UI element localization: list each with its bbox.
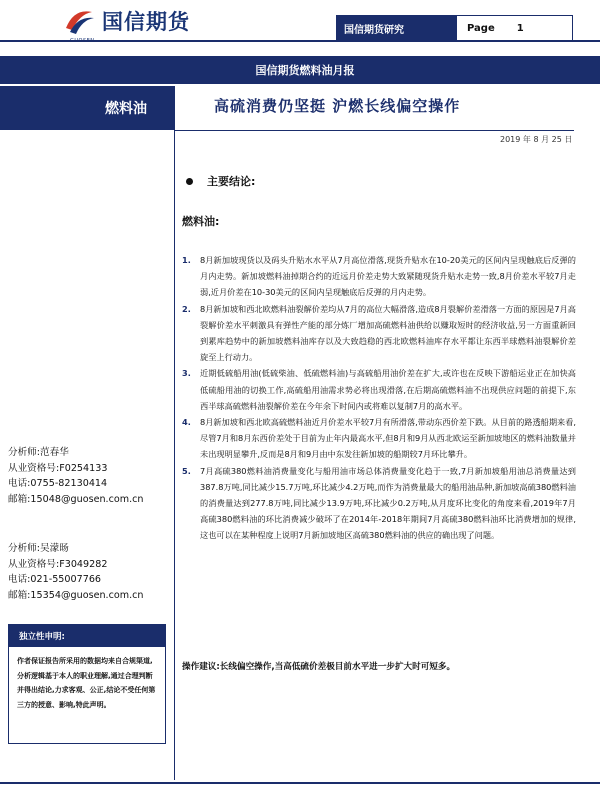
list-item <box>182 301 576 366</box>
report-date: 2019 年 8 月 25 日 <box>500 135 573 144</box>
list-item <box>182 463 576 544</box>
statement-title: 独立性申明: <box>9 625 165 647</box>
category-box: 燃料油 <box>0 86 174 130</box>
item-number: 4. <box>182 417 191 428</box>
analyst-email: 邮箱:15048@guosen.com.cn <box>8 493 144 505</box>
footer-rule <box>0 782 600 784</box>
item-text: 8月新加坡现货以及码头升贴水水平从7月高位滑落,现货升贴水在10-20美元的区间内呈现触底后反弹的月内走势。新加坡燃料油掉期合约的近远月价差走势大致紧随现货升贴水走势一致,8月价差水平较7月走弱,近月价差在10-30美元的区间内呈现触底后反弹的月内走势。 <box>200 255 576 298</box>
analyst-name: 分析师:吴濛旸 <box>8 543 69 554</box>
conclusions-heading-text: 主要结论: <box>207 175 256 188</box>
conclusion-list <box>182 252 576 544</box>
analyst-phone: 电话:0755-82130414 <box>8 478 108 489</box>
column-divider <box>174 86 175 780</box>
bullet-icon <box>186 178 193 185</box>
title-rule <box>174 130 574 131</box>
list-item <box>182 414 576 463</box>
statement-body: 作者保证报告所采用的数据均来自合规渠道,分析逻辑基于本人的职业理解,通过合理判断并得出结论,力求客观、公正,结论不受任何第三方的授意、影响,特此声明。 <box>17 657 156 709</box>
item-number: 1. <box>182 255 191 265</box>
analyst-qualification: 从业资格号:F3049282 <box>8 558 108 570</box>
item-number: 5. <box>182 465 191 476</box>
analyst-info <box>8 541 144 603</box>
section-title: 燃料油: <box>182 215 220 228</box>
item-number: 3. <box>182 368 191 379</box>
header-rule <box>0 40 600 42</box>
item-text: 7月高硫380燃料油消费量变化与船用油市场总体消费量变化趋于一致,7月新加坡船用油总消费量达到387.8万吨,同比减少15.7万吨,环比减少4.2万吨,而作为消费量最大的船用油品种,新加坡高硫380燃料油的消费量达到277.8万吨,同比减少13.9万吨,环比减少0.2万吨,从月度环比变化的角度来看,2019年7月高硫380燃料油的环比消费减少破坏了在2014年-2018年期间7月高硫380燃料油环比消费增加的规律,这也可以在某种程度上说明7月新加坡地区高硫380燃料油的供应的确出现了问题。 <box>200 465 576 541</box>
item-text: 8月新加坡和西北欧燃料油裂解价差均从7月的高位大幅滑落,造成8月裂解价差滑落一方面的原因是7月高裂解价差水平刺激具有弹性产能的部分炼厂增加高硫燃料油供给以赚取短时的经济收益,另一方面重新回到累库趋势中的新加坡燃料油库存以及大致趋稳的西北欧燃料油库存水平都让东西半球燃料油裂解价差旋至上行动力。 <box>200 303 576 363</box>
analyst-phone: 电话:021-55007766 <box>8 574 102 585</box>
report-banner: 国信期货燃料油月报 <box>0 56 600 84</box>
report-title: 高硫消费仍坚挺 沪燃长线偏空操作 <box>214 97 461 115</box>
item-text: 近期低硫船用油(低硫柴油、低硫燃料油)与高硫船用油价差在扩大,或许也在反映下游船运业正在加快高低硫船用油的切换工作,高硫船用油需求势必将出现滑落,在后期高硫燃料油不出现供应问题的前提下,东西半球高硫燃料油裂解价差在今年余下时间内或将难以复制7月的高水平。 <box>200 368 576 411</box>
analyst-email: 邮箱:15354@guosen.com.cn <box>8 589 144 601</box>
page-label: Page <box>467 22 495 34</box>
guosen-logo-mark-icon <box>62 4 96 38</box>
operation-advice: 操作建议:长线偏空操作,当高低硫价差极目前水平进一步扩大时可短多。 <box>182 662 456 672</box>
analyst-qualification: 从业资格号:F0254133 <box>8 462 108 474</box>
logo-text: 国信期货 <box>102 9 190 34</box>
company-logo <box>62 4 190 38</box>
analyst-info <box>8 445 144 507</box>
list-item <box>182 365 576 414</box>
report-type-box: 国信期货研究 <box>336 15 456 41</box>
analyst-name: 分析师:范春华 <box>8 447 69 458</box>
list-item <box>182 252 576 301</box>
independence-statement <box>8 624 166 744</box>
item-text: 8月新加坡和西北欧高硫燃料油近月价差水平较7月有所滑落,带动东西价差下跌。从目前的路透船期来看,尽管7月和8月东西价差处于目前为止年内最高水平,但8月和9月从西北欧运至新加坡地区的燃料油数量并未出现明显攀升,反而是8月和9月由中东发往新加坡的船期较7月环比攀升。 <box>200 417 576 460</box>
page-indicator <box>456 15 573 41</box>
item-number: 2. <box>182 303 191 314</box>
conclusions-heading <box>186 173 255 189</box>
page-number: 1 <box>516 22 524 34</box>
